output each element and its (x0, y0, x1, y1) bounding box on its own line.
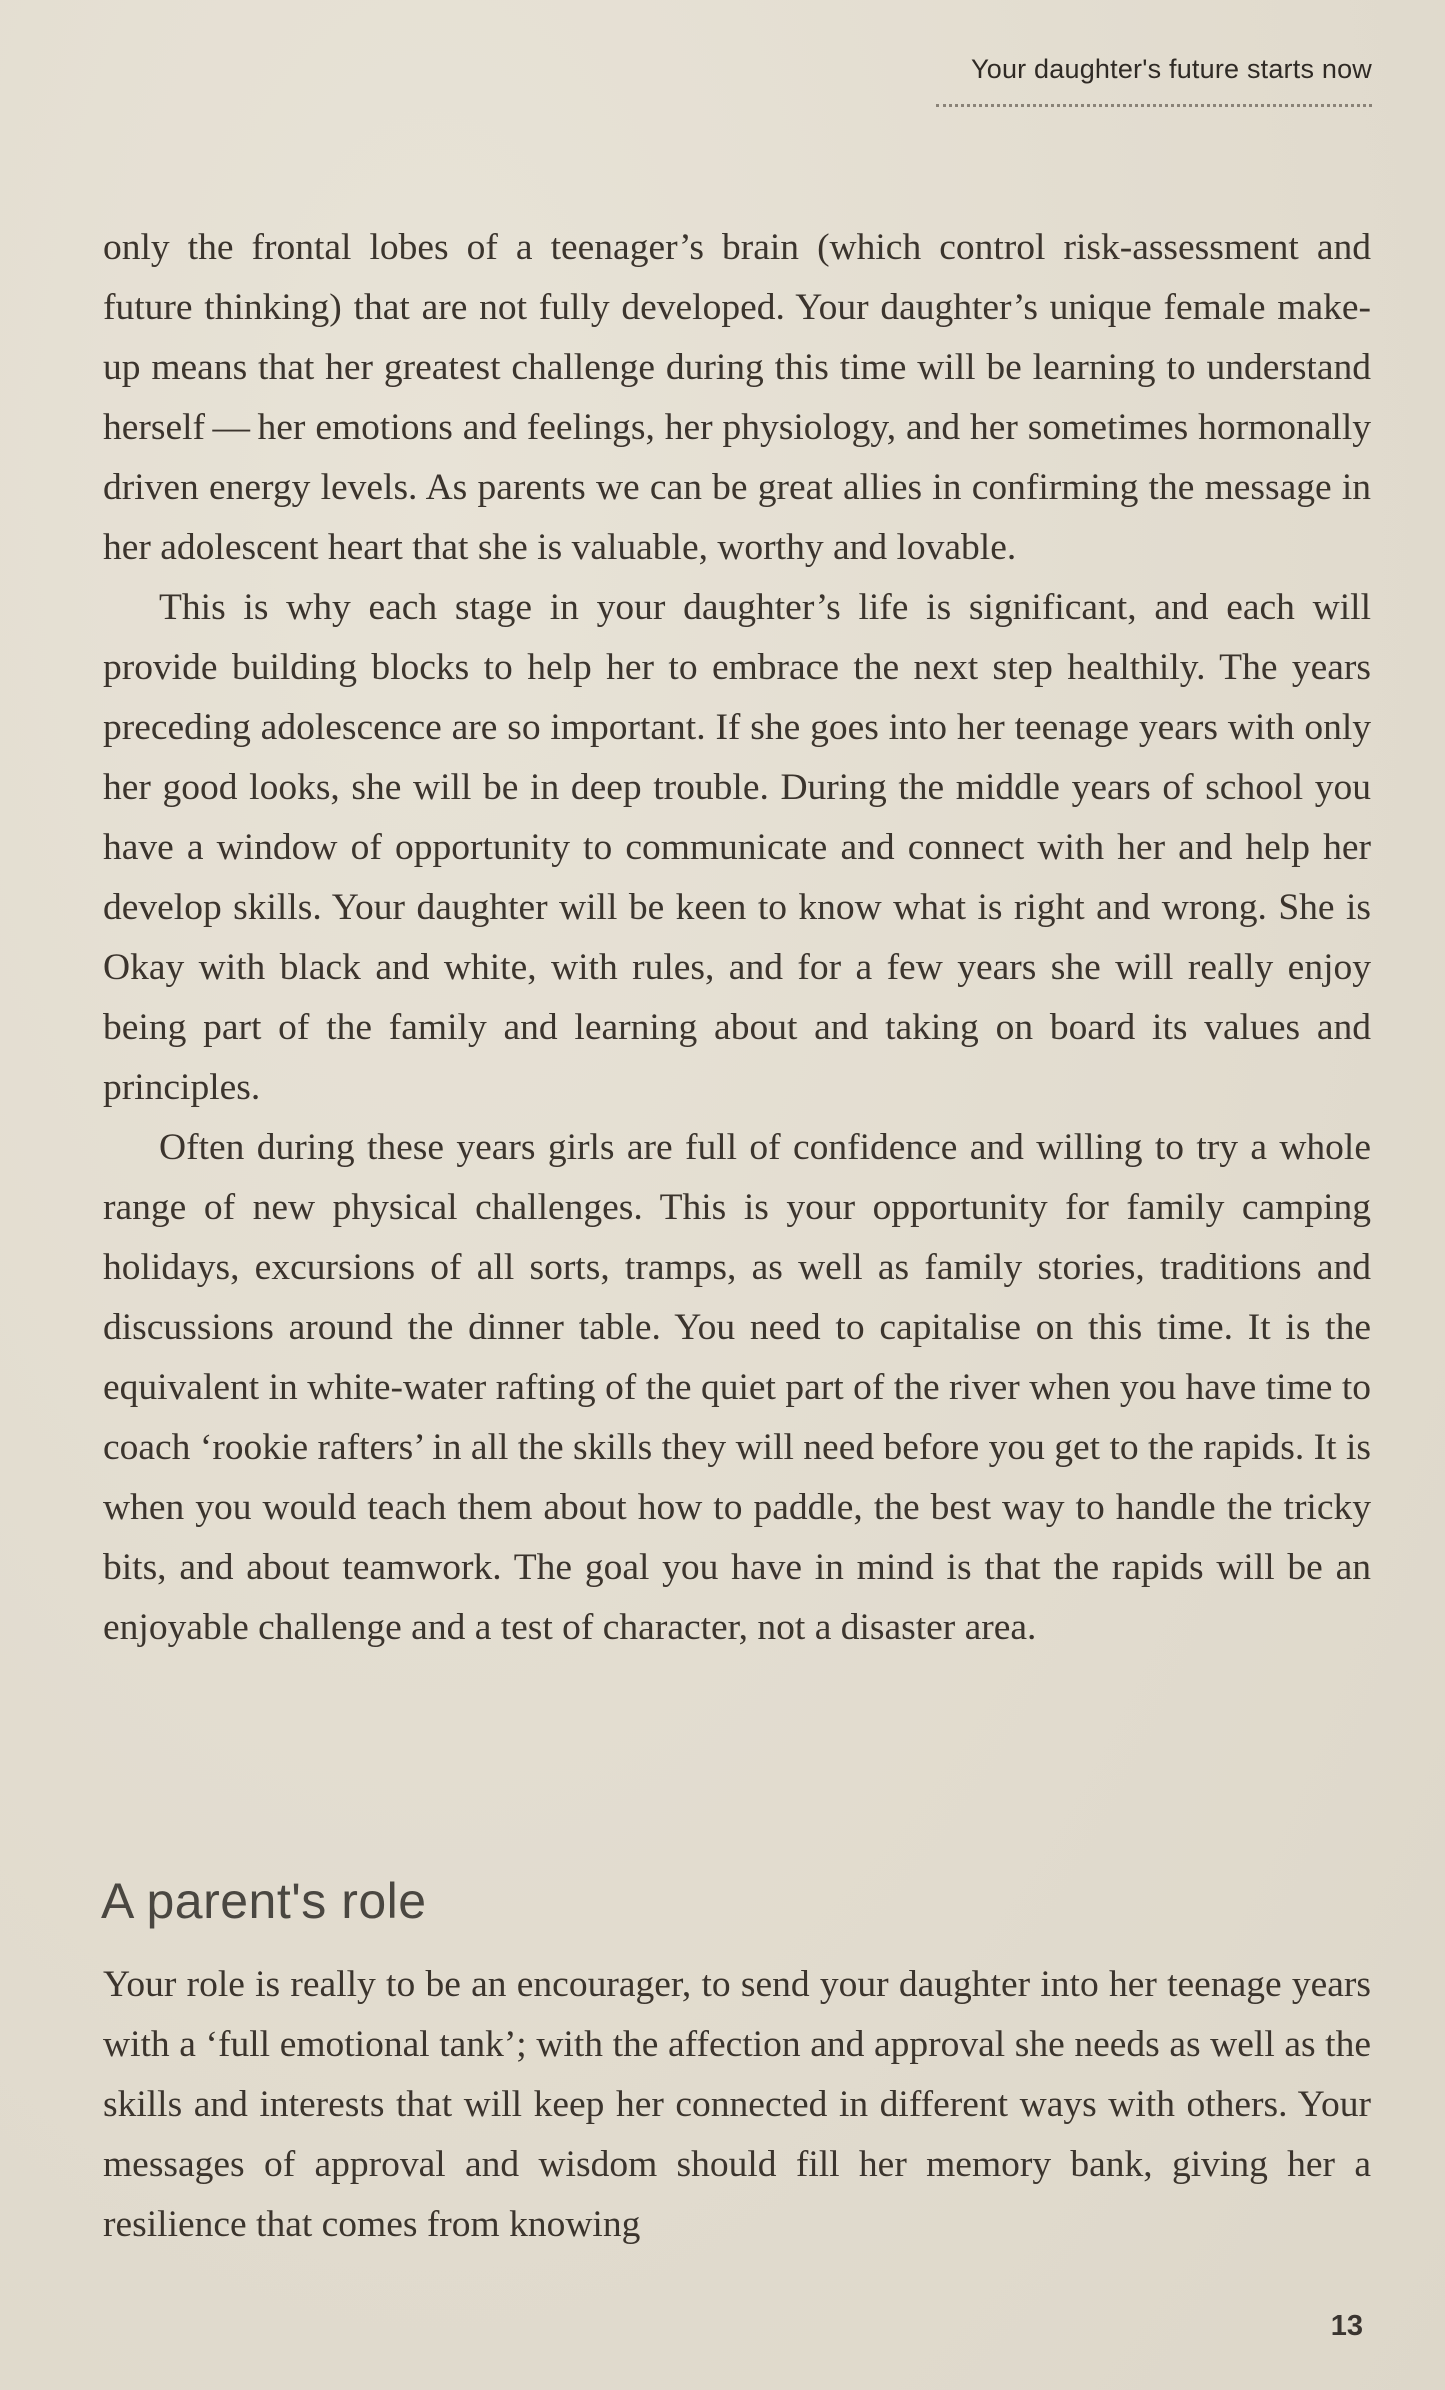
paragraph-building-blocks: This is why each stage in your daughter’s life is significant, and each will provide building blocks to help her to embrace the next step healthily. The years preceding adolescence are so important. If she goes into her teenage years with only her good looks, she will be in deep trouble. During the middle years of school you have a window of opportunity to communicate and connect with her and help her develop skills. Your daughter will be keen to know what is right and wrong. She is Okay with black and white, with rules, and for a few years she will really enjoy being part of the family and learning about and taking on board its values and principles. (103, 587, 1371, 1108)
body-text-top (103, 218, 1371, 1658)
section-heading: A parent's role (101, 1873, 427, 1929)
paragraph-continuation: only the frontal lobes of a teenager’s brain (which control risk-assessment and future thinking) that are not fully developed. Your daughter’s unique female make-up means that her greatest challenge during this time will be learning to understand herself — her emotions and feelings, her physiology, and her sometimes hormonally driven energy levels. As parents we can be great allies in confirming the message in her adolescent heart that she is valuable, worthy and lovable. (103, 227, 1371, 568)
page-number: 13 (1330, 2310, 1363, 2342)
running-head-dotted-rule (936, 104, 1372, 107)
paragraph-confidence: Often during these years girls are full of confidence and willing to try a whole range of new physical challenges. This is your opportunity for family camping holidays, excursions of all sorts, tramps, as well as family stories, traditions and discussions around the dinner table. You need to capitalise on this time. It is the equivalent in white-water rafting of the quiet part of the river when you have time to coach ‘rookie rafters’ in all the skills they will need before you get to the rapids. It is when you would teach them about how to paddle, the best way to handle the tricky bits, and about teamwork. The goal you have in mind is that the rapids will be an enjoyable challenge and a test of character, not a disaster area. (103, 1127, 1371, 1648)
paragraph-parents-role: Your role is really to be an encourager, to send your daughter into her teenage years with a ‘full emotional tank’; with the affection and approval she needs as well as the skills and interests that will keep her connected in different ways with others. Your messages of approval and wisdom should fill her memory bank, giving her a resilience that comes from knowing (103, 1964, 1371, 2245)
running-head: Your daughter's future starts now (971, 54, 1372, 84)
body-text-bottom (103, 1955, 1371, 2255)
